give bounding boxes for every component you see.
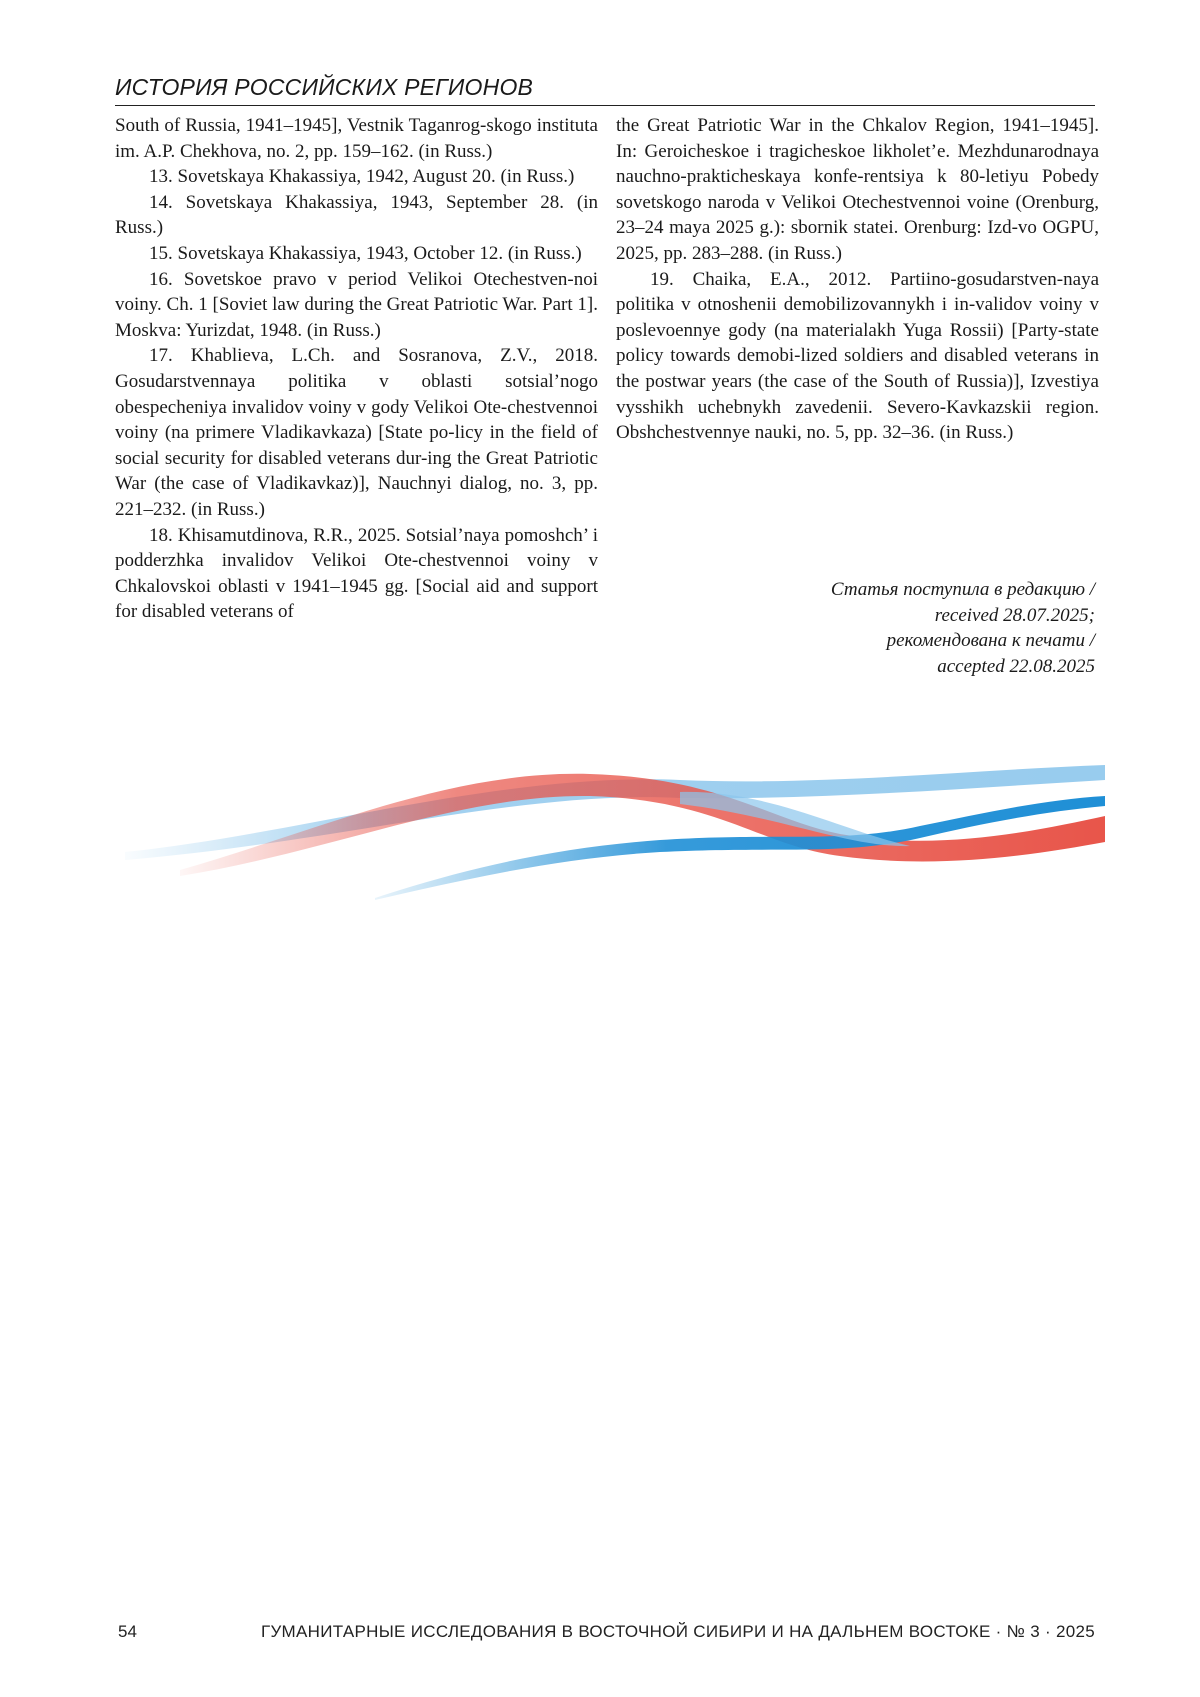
received-date: received 28.07.2025;	[934, 604, 1095, 626]
reference-entry: 17. Khablieva, L.Ch. and Sosranova, Z.V., 2018. Gosudarstvennaya politika v oblasti sotsial’nogo obespecheniya invalidov voiny v gody Velikoi Ote-chestvennoi voiny (na primere Vladikavkaza) [State po-licy in the field of social security for disabled veterans dur-ing the Great Patriotic War (the case of Vladikavkaz)], Nauchnyi dialog, no. 3, pp. 221–232. (in Russ.)	[115, 345, 598, 520]
journal-title: ГУМАНИТАРНЫЕ ИССЛЕДОВАНИЯ В ВОСТОЧНОЙ СИБИРИ И НА ДАЛЬНЕМ ВОСТОКЕ · № 3 · 2025	[260, 1622, 1095, 1641]
page-number: 54	[118, 1622, 137, 1641]
decorative-ribbon	[120, 760, 1105, 900]
accepted-label: рекомендована к печати /	[886, 630, 1095, 652]
received-label: Статья поступила в редакцию /	[830, 579, 1095, 600]
reference-entry: 19. Chaika, E.A., 2012. Partiino-gosudarstven-naya politika v otnoshenii demobilizovannykh i in-validov voiny v poslevoennye gody (na materialakh Yuga Rossii) [Party-state policy towards demobi-lized soldiers and disabled veterans in the postwar years (the case of the South of Russia)], Izvestiya vysshikh uchebnykh zavedenii. Severo-Kavkazskii region. Obshchestvennye nauki, no. 5, pp. 32–36. (in Russ.)	[616, 268, 1099, 444]
accepted-date: accepted 22.08.2025	[937, 655, 1095, 677]
reference-entry: 18. Khisamutdinova, R.R., 2025. Sotsial’naya pomoshch’ i podderzhka invalidov Velikoi Ote-chestvennoi voiny v Chkalovskoi oblasti v 1941–1945 gg. [Social aid and support for disabled veterans of	[115, 524, 598, 623]
page-footer	[115, 1622, 1095, 1646]
submission-dates	[700, 577, 1095, 679]
reference-entry: 14. Sovetskaya Khakassiya, 1943, September 28. (in Russ.)	[115, 191, 598, 239]
reference-entry: 15. Sovetskaya Khakassiya, 1943, October 12. (in Russ.)	[149, 242, 582, 264]
running-title: ИСТОРИЯ РОССИЙСКИХ РЕГИОНОВ	[115, 74, 534, 100]
reference-entry: 13. Sovetskaya Khakassiya, 1942, August 20. (in Russ.)	[149, 166, 575, 188]
reference-entry: 16. Sovetskoe pravo v period Velikoi Otechestven-noi voiny. Ch. 1 [Soviet law during the Great Patriotic War. Part 1]. Moskva: Yurizdat, 1948. (in Russ.)	[115, 268, 598, 341]
reference-entry: South of Russia, 1941–1945], Vestnik Taganrog-skogo instituta im. A.P. Chekhova, no. 2, pp. 159–162. (in Russ.)	[115, 115, 598, 162]
header-rule	[115, 105, 1095, 106]
references-left-column	[115, 113, 598, 625]
references-right-column	[616, 113, 1099, 446]
reference-entry: the Great Patriotic War in the Chkalov Region, 1941–1945]. In: Geroicheskoe i tragicheskoe likholet’e. Mezhdunarodnaya nauchno-prakticheskaya konfe-rentsiya k 80-letiyu Pobedy sovetskogo naroda v Velikoi Otechestvennoi voine (Orenburg, 23–24 maya 2025 g.): sbornik statei. Orenburg: Izd-vo OGPU, 2025, pp. 283–288. (in Russ.)	[616, 115, 1099, 264]
